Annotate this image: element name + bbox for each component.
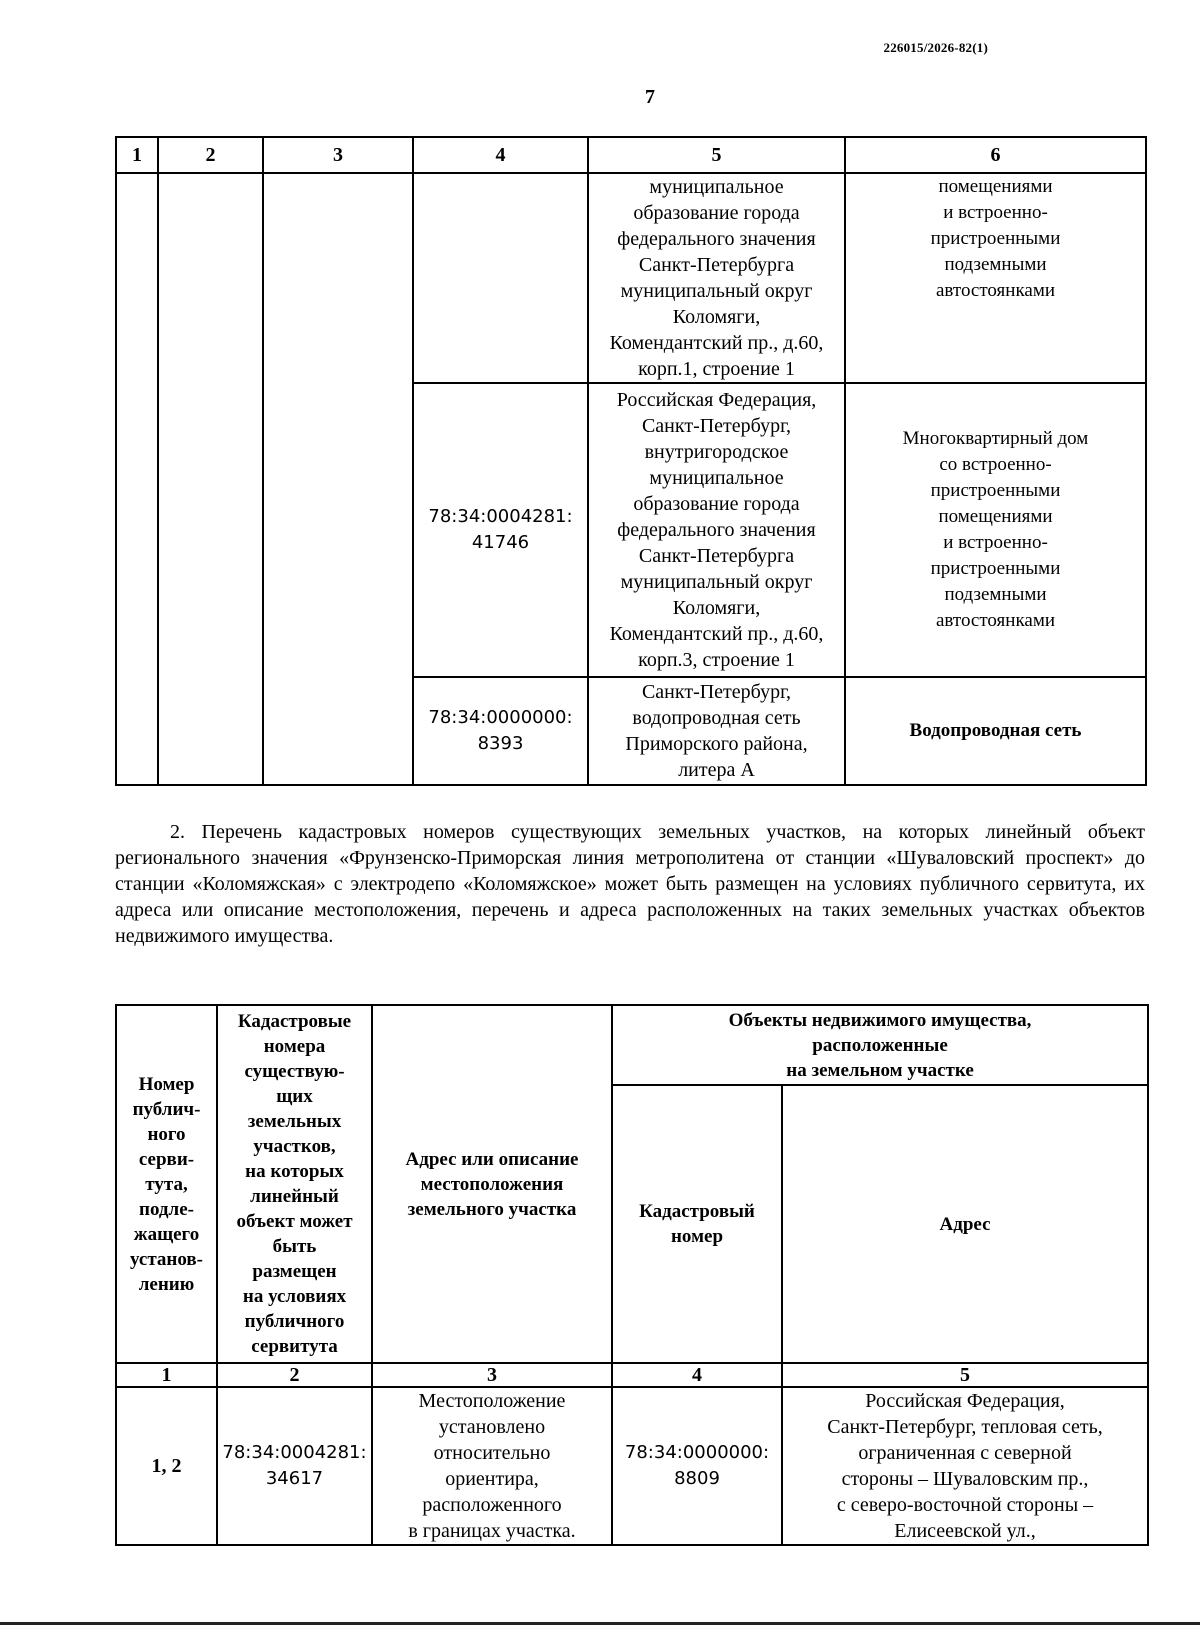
table-row bbox=[116, 173, 1146, 383]
column-number: 4 bbox=[413, 137, 588, 173]
cell-address: Российская Федерация, Санкт-Петербург, внутригородское муниципальное образование города федерального значения Санкт-Петербурга муниципальный округ Коломяги, Комендантский пр., д.60, корп.3, строение 1 bbox=[588, 383, 845, 677]
column-number: 5 bbox=[588, 137, 845, 173]
column-number: 2 bbox=[158, 137, 263, 173]
table-row bbox=[116, 1387, 1148, 1545]
cell-object-cadastral: 78:34:0000000: 8809 bbox=[612, 1387, 782, 1545]
servitude-table bbox=[115, 1004, 1149, 1546]
column-numbers-row bbox=[116, 1363, 1148, 1387]
column-number: 2 bbox=[217, 1363, 372, 1387]
cell-empty bbox=[116, 173, 158, 785]
cell-purpose: Водопроводная сеть bbox=[845, 677, 1146, 785]
cell-cadastral bbox=[413, 173, 588, 383]
header-servitude-number: Номер публич- ного серви- тута, подле- жащего установ- лению bbox=[116, 1005, 217, 1363]
cell-address: муниципальное образование города федерального значения Санкт-Петербурга муниципальный округ Коломяги, Комендантский пр., д.60, корп.1, строение 1 bbox=[588, 173, 845, 383]
cell-cadastral: 78:34:0004281: 41746 bbox=[413, 383, 588, 677]
cell-empty bbox=[158, 173, 263, 785]
cell-location: Местоположение установлено относительно ориентира, расположенного в границах участка. bbox=[372, 1387, 612, 1545]
scan-edge-line bbox=[0, 1622, 1200, 1625]
column-number: 4 bbox=[612, 1363, 782, 1387]
cell-object-address: Российская Федерация, Санкт-Петербург, тепловая сеть, ограниченная с северной стороны – Шуваловским пр., с северо-восточной стороны – Елисеевской ул., bbox=[782, 1387, 1148, 1545]
cell-purpose: Многоквартирный дом со встроенно- пристроенными помещениями и встроенно- пристроенными подземными автостоянками bbox=[845, 383, 1146, 677]
cell-empty bbox=[263, 173, 413, 785]
cell-address: Санкт-Петербург, водопроводная сеть Приморского района, литера А bbox=[588, 677, 845, 785]
page-number: 7 bbox=[645, 86, 655, 108]
column-number: 3 bbox=[263, 137, 413, 173]
section-paragraph bbox=[115, 819, 1145, 949]
header-objects-group: Объекты недвижимого имущества, расположенные на земельном участке bbox=[612, 1005, 1148, 1085]
column-number: 1 bbox=[116, 137, 158, 173]
column-number: 5 bbox=[782, 1363, 1148, 1387]
header-object-address: Адрес bbox=[782, 1085, 1148, 1363]
cell-cadastral: 78:34:0000000: 8393 bbox=[413, 677, 588, 785]
header-object-cadastral: Кадастровый номер bbox=[612, 1085, 782, 1363]
cell-purpose: помещениями и встроенно- пристроенными подземными автостоянками bbox=[845, 173, 1146, 383]
column-number: 6 bbox=[845, 137, 1146, 173]
header-land-cadastral: Кадастровые номера существую- щих земельных участков, на которых линейный объект может быть размещен на условиях публичного сервитута bbox=[217, 1005, 372, 1363]
cell-land-cadastral: 78:34:0004281: 34617 bbox=[217, 1387, 372, 1545]
table-header-row bbox=[116, 1005, 1148, 1085]
cell-servitude-number: 1, 2 bbox=[116, 1387, 217, 1545]
document-id: 226015/2026-82(1) bbox=[883, 40, 988, 55]
header-location: Адрес или описание местоположения земельного участка bbox=[372, 1005, 612, 1363]
table-header-row bbox=[116, 137, 1146, 173]
objects-table bbox=[115, 136, 1147, 786]
column-number: 3 bbox=[372, 1363, 612, 1387]
column-number: 1 bbox=[116, 1363, 217, 1387]
paragraph-text: 2. Перечень кадастровых номеров существующих земельных участков, на которых линейный объект регионального значения «Фрунзенско-Приморская линия метрополитена от станции «Шуваловский проспект» до станции «Коломяжская» с электродепо «Коломяжское» может быть размещен на условиях публичного сервитута, их адреса или описание местоположения, перечень и адреса расположенных на таких земельных участках объектов недвижимого имущества. bbox=[115, 821, 1145, 947]
